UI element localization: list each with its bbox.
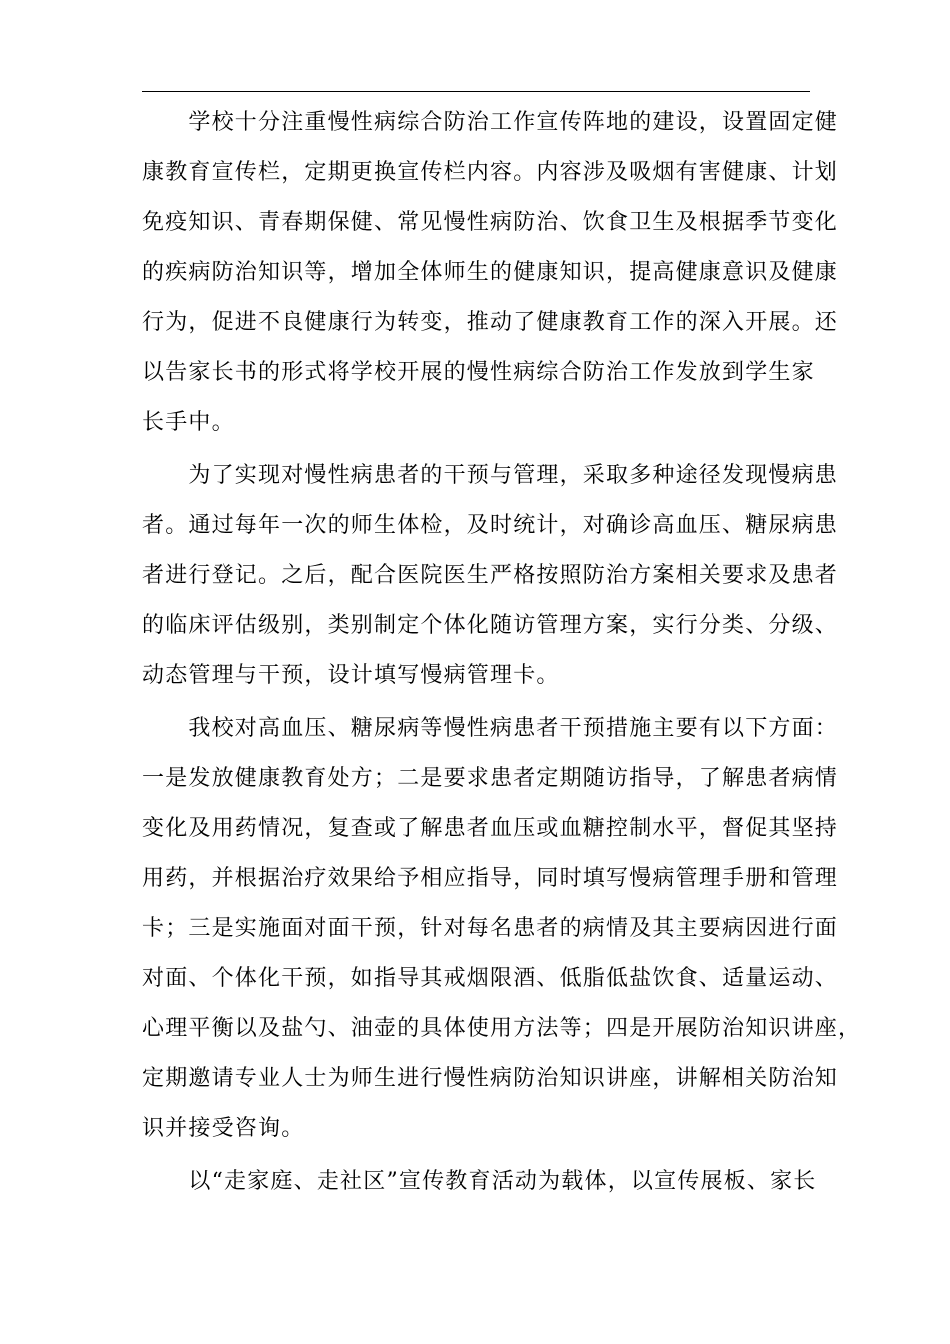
text-line: 识并接受咨询。 bbox=[142, 1116, 305, 1141]
text-line: 以告家长书的形式将学校开展的慢性病综合防治工作发放到学生家 bbox=[142, 360, 815, 385]
text-line: 一是发放健康教育处方；二是要求患者定期随访指导，了解患者病情 bbox=[142, 766, 839, 791]
text-line: 以“走家庭、走社区”宣传教育活动为载体，以宣传展板、家长 bbox=[142, 1169, 817, 1194]
paragraph-patient-management bbox=[142, 451, 839, 701]
header-rule bbox=[142, 91, 810, 92]
document-body bbox=[142, 98, 862, 1207]
paragraph-school-health-publicity bbox=[142, 98, 839, 448]
text-line: 长手中。 bbox=[142, 410, 235, 435]
text-line: 我校对高血压、糖尿病等慢性病患者干预措施主要有以下方面： bbox=[142, 716, 839, 741]
text-line: 的临床评估级别，类别制定个体化随访管理方案，实行分类、分级、 bbox=[142, 613, 839, 638]
text-line: 变化及用药情况，复查或了解患者血压或血糖控制水平，督促其坚持 bbox=[142, 816, 839, 841]
paragraph-intervention-measures bbox=[142, 704, 862, 1154]
text-line: 康教育宣传栏，定期更换宣传栏内容。内容涉及吸烟有害健康、计划 bbox=[142, 160, 839, 185]
text-line: 用药，并根据治疗效果给予相应指导，同时填写慢病管理手册和管理 bbox=[142, 866, 839, 891]
text-line: 动态管理与干预，设计填写慢病管理卡。 bbox=[142, 663, 560, 688]
text-line: 学校十分注重慢性病综合防治工作宣传阵地的建设，设置固定健 bbox=[142, 110, 839, 135]
text-line: 者。通过每年一次的师生体检，及时统计，对确诊高血压、糖尿病患 bbox=[142, 513, 839, 538]
text-line: 为了实现对慢性病患者的干预与管理，采取多种途径发现慢病患 bbox=[142, 463, 839, 488]
text-line: 免疫知识、青春期保健、常见慢性病防治、饮食卫生及根据季节变化 bbox=[142, 210, 839, 235]
text-line: 者进行登记。之后，配合医院医生严格按照防治方案相关要求及患者 bbox=[142, 563, 839, 588]
text-line: 卡；三是实施面对面干预，针对每名患者的病情及其主要病因进行面 bbox=[142, 916, 839, 941]
text-line: 对面、个体化干预，如指导其戒烟限酒、低脂低盐饮食、适量运动、 bbox=[142, 966, 839, 991]
text-line: 心理平衡以及盐勺、油壶的具体使用方法等；四是开展防治知识讲座， bbox=[142, 1016, 862, 1041]
text-line: 行为，促进不良健康行为转变，推动了健康教育工作的深入开展。还 bbox=[142, 310, 839, 335]
text-line: 的疾病防治知识等，增加全体师生的健康知识，提高健康意识及健康 bbox=[142, 260, 839, 285]
text-line: 定期邀请专业人士为师生进行慢性病防治知识讲座，讲解相关防治知 bbox=[142, 1066, 839, 1091]
paragraph-community-outreach bbox=[142, 1157, 817, 1207]
